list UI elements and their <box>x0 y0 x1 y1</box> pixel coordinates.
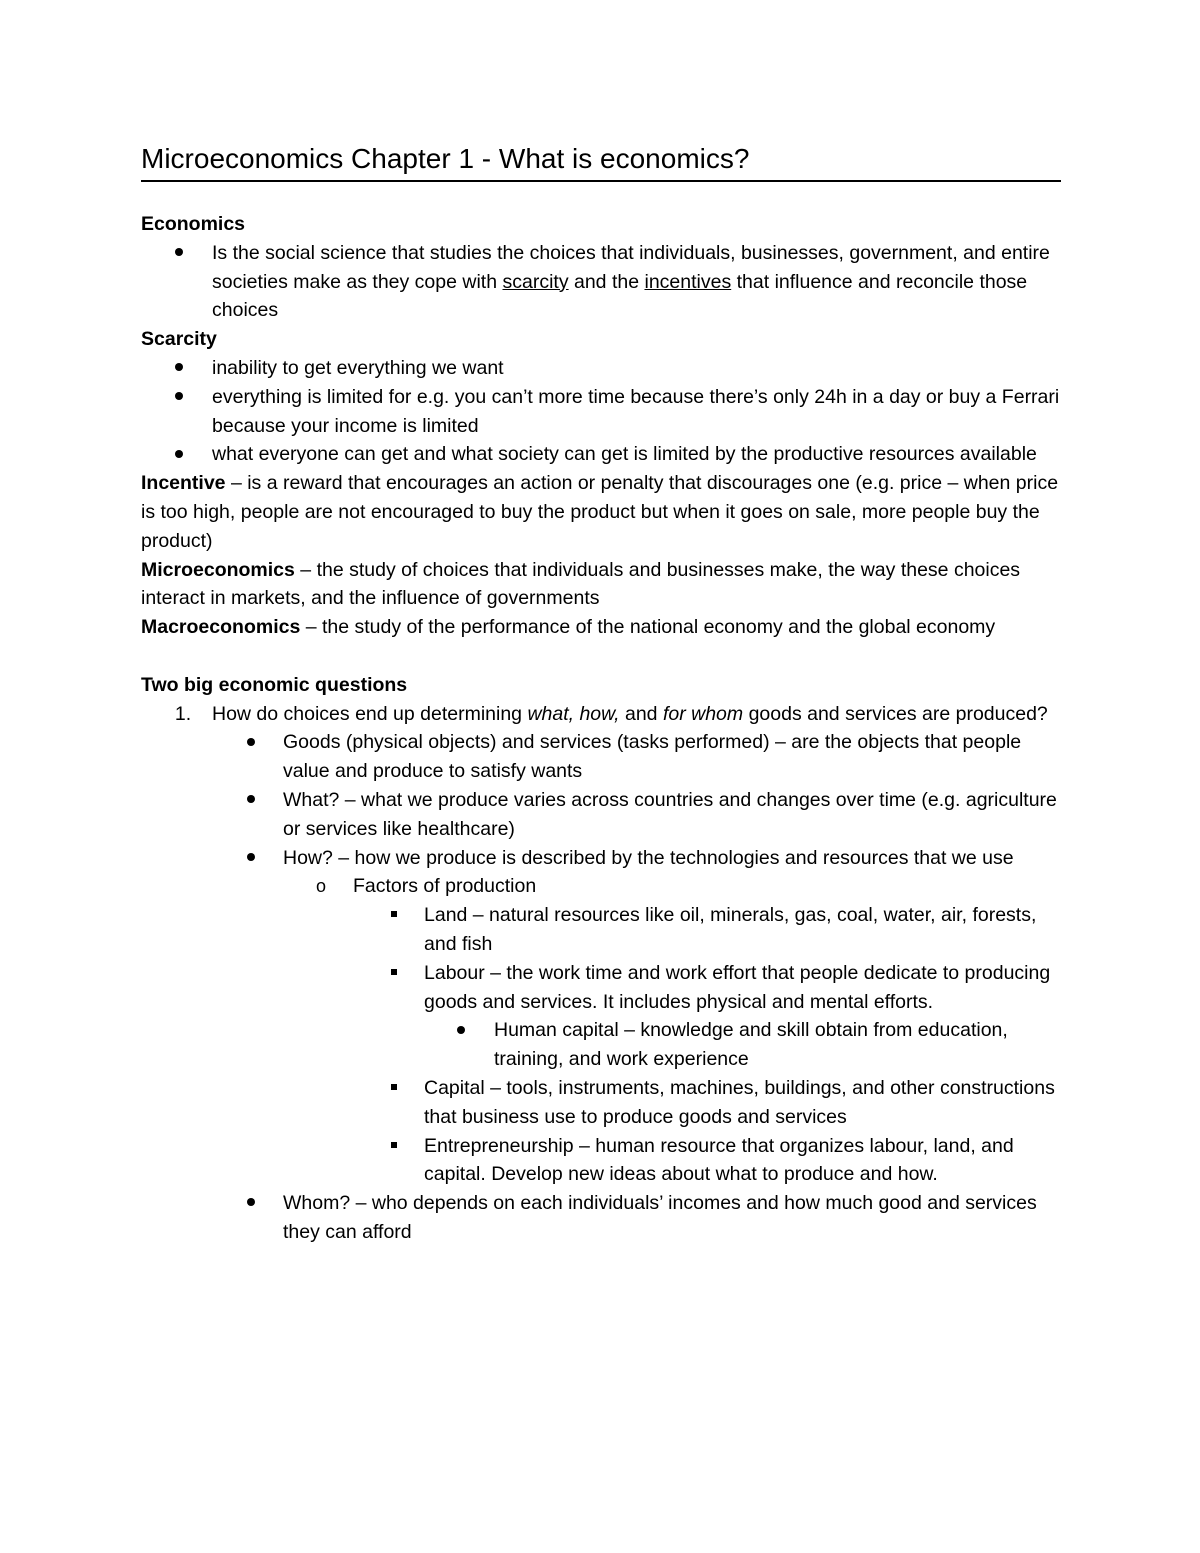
heading-questions: Two big economic questions <box>141 673 408 696</box>
list-item: Is the social science that studies the choices that individuals, businesses, government, and entire societies make as they cope with scarcity and the incentives that influence and reconcile those choices <box>141 239 1061 325</box>
definition-macroeconomics: Macroeconomics – the study of the performance of the national economy and the global economy <box>141 616 996 639</box>
heading-economics: Economics <box>141 213 246 235</box>
page-title: Microeconomics Chapter 1 - What is economics? <box>141 140 1061 182</box>
circle-bullet-icon: o <box>315 876 326 897</box>
heading-scarcity: Scarcity <box>141 328 217 351</box>
list-item: inability to get everything we want <box>141 354 1061 383</box>
bullet-icon <box>169 239 189 268</box>
scarcity-underlined: scarcity <box>502 270 569 293</box>
list-item: Human capital – knowledge and skill obtain from education, training, and work experience <box>141 1016 1061 1074</box>
list-item: Whom? – who depends on each individuals’ incomes and how much good and services they can afford <box>141 1189 1061 1247</box>
list-item: What? – what we produce varies across countries and changes over time (e.g. agriculture or services like healthcare) <box>141 786 1061 844</box>
numbered-item: 1. How do choices end up determining what, how, and for whom goods and services are produced? <box>141 700 1061 729</box>
list-item: How? – how we produce is described by the technologies and resources that we use <box>141 844 1061 873</box>
square-bullet-icon <box>384 1132 404 1161</box>
incentives-underlined: incentives <box>644 270 732 293</box>
bullet-icon <box>241 786 261 815</box>
square-bullet-icon <box>384 959 404 988</box>
bullet-icon <box>169 440 189 469</box>
square-bullet-icon <box>384 1074 404 1103</box>
list-item: Entrepreneurship – human resource that organizes labour, land, and capital. Develop new ideas about what to produce and how. <box>141 1132 1061 1190</box>
bullet-icon <box>169 383 189 412</box>
definition-incentive: Incentive – is a reward that encourages an action or penalty that discourages one (e.g. price – when price is too high, people are not encouraged to buy the product but when it goes on sale, more people buy the product) <box>141 472 1059 552</box>
list-number: 1. <box>174 702 192 725</box>
list-item: Land – natural resources like oil, minerals, gas, coal, water, air, forests, and fish <box>141 901 1061 959</box>
blank-line <box>141 642 1061 671</box>
bullet-icon <box>241 1189 261 1218</box>
list-item: Goods (physical objects) and services (tasks performed) – are the objects that people value and produce to satisfy wants <box>141 728 1061 786</box>
list-item: Labour – the work time and work effort that people dedicate to producing goods and services. It includes physical and mental efforts. <box>141 959 1061 1017</box>
bullet-icon <box>451 1016 471 1045</box>
square-bullet-icon <box>384 901 404 930</box>
list-item: what everyone can get and what society can get is limited by the productive resources available <box>141 440 1061 469</box>
document-body <box>141 140 1061 1247</box>
list-item: o Factors of production <box>141 872 1061 901</box>
bullet-icon <box>241 728 261 757</box>
list-item: Capital – tools, instruments, machines, buildings, and other constructions that business use to produce goods and services <box>141 1074 1061 1132</box>
bullet-icon <box>169 354 189 383</box>
list-item: everything is limited for e.g. you can’t more time because there’s only 24h in a day or buy a Ferrari because your income is limited <box>141 383 1061 441</box>
definition-microeconomics: Microeconomics – the study of choices that individuals and businesses make, the way these choices interact in markets, and the influence of governments <box>141 558 1021 610</box>
bullet-icon <box>241 844 261 873</box>
